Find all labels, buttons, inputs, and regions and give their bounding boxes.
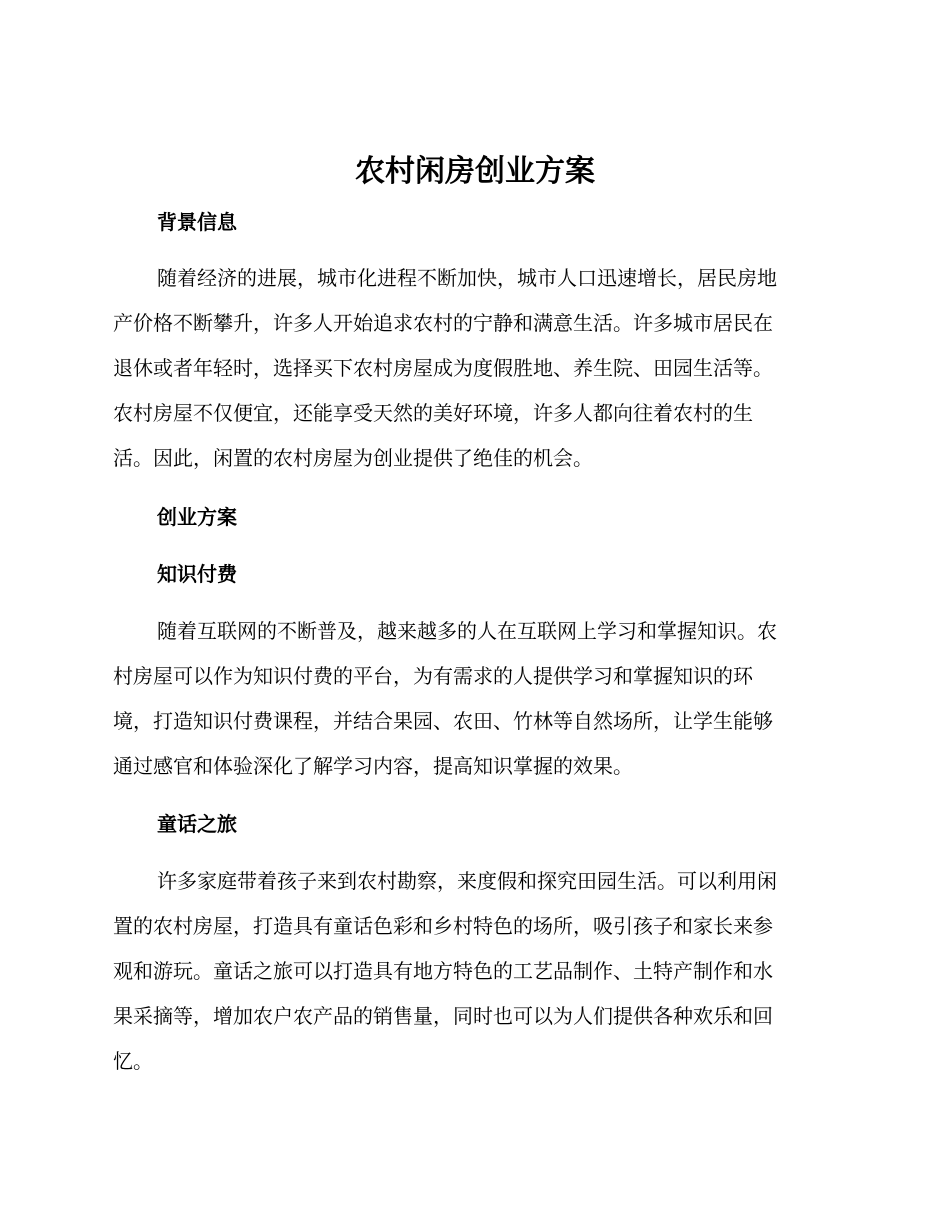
heading-background: 背景信息 [157,210,237,234]
paragraph-line: 观和游玩。童话之旅可以打造具有地方特色的工艺品制作、土特产制作和水 [113,959,773,983]
paragraph-line: 随着互联网的不断普及，越来越多的人在互联网上学习和掌握知识。农 [157,619,777,643]
heading-plan: 创业方案 [157,505,237,529]
paragraph-line: 忆。 [113,1049,153,1073]
paragraph-line: 活。因此，闲置的农村房屋为创业提供了绝佳的机会。 [113,446,593,470]
paragraph-line: 退休或者年轻时，选择买下农村房屋成为度假胜地、养生院、田园生活等。 [113,356,773,380]
paragraph-line: 随着经济的进展，城市化进程不断加快，城市人口迅速增长，居民房地 [157,266,777,290]
paragraph-line: 置的农村房屋，打造具有童话色彩和乡村特色的场所，吸引孩子和家长来参 [113,914,773,938]
heading-fairytale: 童话之旅 [157,812,237,836]
heading-knowledge: 知识付费 [157,562,237,586]
paragraph-line: 通过感官和体验深化了解学习内容，提高知识掌握的效果。 [113,754,633,778]
paragraph-line: 果采摘等，增加农户农产品的销售量，同时也可以为人们提供各种欢乐和回 [113,1004,773,1028]
paragraph-knowledge [113,609,853,789]
paragraph-fairytale [113,859,853,1084]
paragraph-line: 村房屋可以作为知识付费的平台，为有需求的人提供学习和掌握知识的环 [113,664,753,688]
paragraph-line: 产价格不断攀升，许多人开始追求农村的宁静和满意生活。许多城市居民在 [113,311,773,335]
paragraph-background [113,256,853,481]
paragraph-line: 境，打造知识付费课程，并结合果园、农田、竹林等自然场所，让学生能够 [113,709,773,733]
paragraph-line: 许多家庭带着孩子来到农村勘察，来度假和探究田园生活。可以利用闲 [157,869,777,893]
document-title: 农村闲房创业方案 [355,154,595,189]
paragraph-line: 农村房屋不仅便宜，还能享受天然的美好环境，许多人都向往着农村的生 [113,401,753,425]
